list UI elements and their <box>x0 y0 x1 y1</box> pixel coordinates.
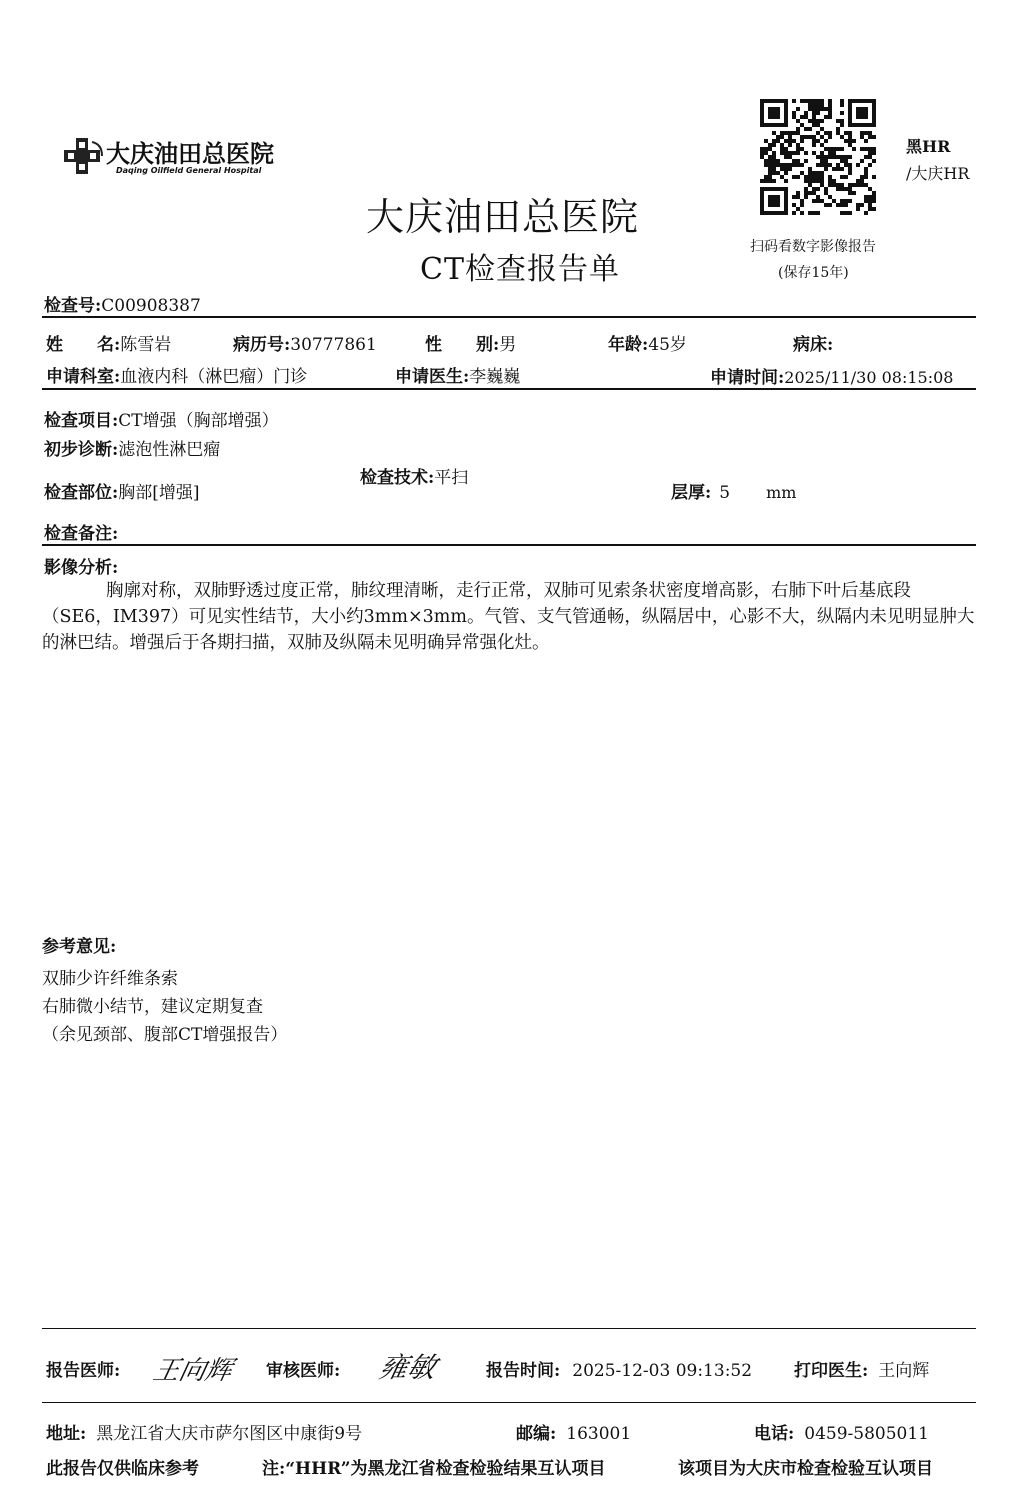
image-analysis-text: 胸廓对称，双肺野透过度正常，肺纹理清晰，走行正常，双肺可见索条状密度增高影，右肺下叶后基底段（SE6，IM397）可见实性结节，大小约3mm×3mm。气管、支气管通畅，纵隔居中，心影不大，纵隔内未见明显肿大的淋巴结。增强后于各期扫描，双肺及纵隔未见明确异常强化灶。 <box>42 581 975 653</box>
requesting-department <box>46 362 307 387</box>
age-value: 45岁 <box>648 335 687 355</box>
dept-value: 血液内科（淋巴瘤）门诊 <box>120 367 308 387</box>
qr-retention-note: (保存15年) <box>778 265 849 281</box>
medical-record-number <box>233 330 377 355</box>
divider <box>42 1328 976 1329</box>
divider <box>42 388 976 390</box>
qr-side-label-2: /大庆HR <box>906 164 970 183</box>
exam-item <box>44 406 279 431</box>
age-label: 年龄: <box>608 335 649 355</box>
slice-thickness <box>671 478 796 503</box>
zipcode-label: 邮编: <box>516 1424 557 1444</box>
print-doctor-value: 王向辉 <box>878 1361 930 1381</box>
exam-item-value: CT增强（胸部增强） <box>118 411 279 431</box>
technique-value: 平扫 <box>434 468 469 488</box>
requesting-doctor <box>395 362 520 387</box>
exam-item-label: 检查项目: <box>44 411 119 431</box>
doctor-value: 李巍巍 <box>469 367 521 387</box>
opinion-line: （余见颈部、腹部CT增强报告） <box>42 1025 288 1045</box>
opinion-label: 参考意见: <box>42 937 117 957</box>
logo-chinese-name: 大庆油田总医院 <box>106 139 274 168</box>
patient-bed <box>793 330 833 355</box>
thickness-unit: mm <box>766 483 797 502</box>
clinical-disclaimer: 此报告仅供临床参考 <box>46 1459 199 1479</box>
review-doctor-label: 审核医师: <box>266 1361 341 1381</box>
address-label: 地址: <box>46 1424 87 1444</box>
address <box>46 1419 362 1444</box>
report-time <box>486 1356 752 1381</box>
address-value: 黑龙江省大庆市萨尔图区中康街9号 <box>96 1424 363 1444</box>
hhr-note: 注:“HHR”为黑龙江省检查检验结果互认项目 <box>262 1459 606 1479</box>
diagnosis-value: 滤泡性淋巴瘤 <box>118 440 221 460</box>
exam-technique <box>360 463 468 488</box>
dept-label: 申请科室: <box>46 367 121 387</box>
hospital-logo <box>62 132 272 182</box>
report-doctor-label: 报告医师: <box>46 1361 121 1381</box>
qr-caption: 扫码看数字影像报告 <box>750 239 876 255</box>
patient-name-value: 陈雪岩 <box>120 335 172 355</box>
body-part-label: 检查部位: <box>44 483 119 503</box>
zipcode-value: 163001 <box>566 1424 632 1444</box>
exam-remark-label: 检查备注: <box>44 524 119 544</box>
hospital-cross-icon <box>62 136 104 176</box>
divider <box>42 1402 976 1403</box>
bed-label: 病床: <box>793 335 834 355</box>
record-value: 30777861 <box>290 335 377 355</box>
telephone-label: 电话: <box>754 1424 795 1444</box>
patient-name <box>46 330 171 355</box>
record-label: 病历号: <box>233 335 291 355</box>
request-time-label: 申请时间: <box>710 368 785 388</box>
qr-side-label-1: 黑HR <box>906 137 951 156</box>
report-doctor-signature: 王向辉 <box>150 1356 235 1386</box>
qr-code[interactable] <box>760 96 876 218</box>
telephone-value: 0459-5805011 <box>804 1424 930 1444</box>
exam-number <box>44 291 201 316</box>
opinion-line: 右肺微小结节，建议定期复查 <box>42 997 263 1017</box>
request-time-value: 2025/11/30 08:15:08 <box>784 368 954 387</box>
exam-number-value: C00908387 <box>101 296 201 316</box>
print-doctor <box>794 1356 929 1381</box>
report-title: CT检查报告单 <box>420 252 620 287</box>
patient-name-label: 姓 名: <box>46 335 121 355</box>
review-doctor-signature: 雍敏 <box>376 1351 440 1384</box>
divider <box>42 316 976 318</box>
thickness-value: 5 <box>719 483 731 503</box>
thickness-label: 层厚: <box>671 483 712 503</box>
zipcode <box>516 1419 631 1444</box>
daqing-note: 该项目为大庆市检查检验互认项目 <box>678 1459 933 1479</box>
exam-number-label: 检查号: <box>44 296 102 316</box>
exam-body-part <box>44 478 200 503</box>
patient-sex <box>425 330 516 355</box>
technique-label: 检查技术: <box>360 468 435 488</box>
patient-age <box>608 330 687 355</box>
sex-label: 性 别: <box>425 335 500 355</box>
opinion-line: 双肺少许纤维条索 <box>42 969 178 989</box>
image-analysis-label: 影像分析: <box>44 558 119 578</box>
hospital-title: 大庆油田总医院 <box>366 195 640 239</box>
report-time-label: 报告时间: <box>486 1361 561 1381</box>
print-doctor-label: 打印医生: <box>794 1361 869 1381</box>
divider <box>42 544 976 546</box>
report-time-value: 2025-12-03 09:13:52 <box>572 1361 753 1381</box>
logo-english-name: Daqing Oilfield General Hospital <box>116 166 262 175</box>
body-part-value: 胸部[增强] <box>118 483 200 503</box>
telephone <box>754 1419 929 1444</box>
sex-value: 男 <box>499 335 517 355</box>
diagnosis-label: 初步诊断: <box>44 440 119 460</box>
doctor-label: 申请医生: <box>395 367 470 387</box>
request-time <box>710 363 953 388</box>
preliminary-diagnosis <box>44 435 220 460</box>
